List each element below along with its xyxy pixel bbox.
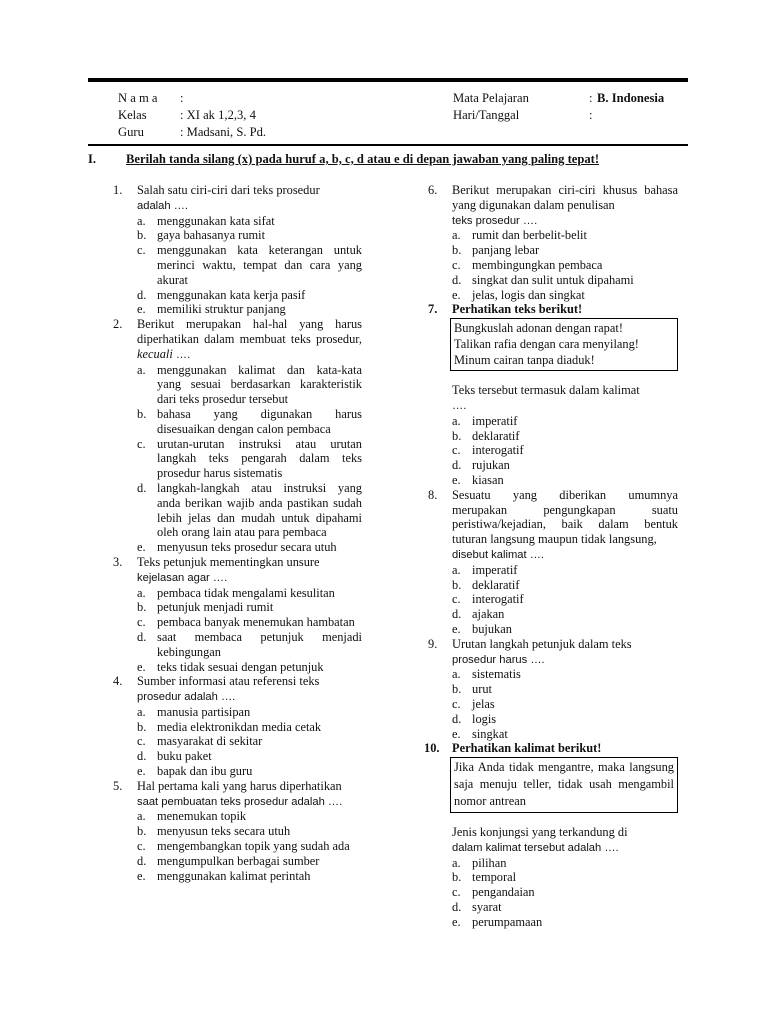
mapel-value: B. Indonesia <box>597 91 665 105</box>
question-7 <box>428 302 678 317</box>
kelas-label: Kelas <box>118 108 147 122</box>
mapel-label: Mata Pelajaran <box>453 91 529 105</box>
options-4 <box>113 705 362 779</box>
option-item[interactable]: e. teks tidak sesuai dengan petunjuk <box>137 659 324 674</box>
option-item[interactable]: d. syarat <box>452 900 502 915</box>
options-5 <box>113 809 362 883</box>
question-4 <box>113 674 362 705</box>
options-3 <box>113 586 362 675</box>
option-item[interactable]: e. memiliki struktur panjang <box>137 302 286 317</box>
question-text: Perhatikan kalimat berikut! <box>452 741 602 756</box>
question-text-end: kejelasan agar …. <box>137 571 228 584</box>
options-7 <box>428 414 678 488</box>
question-1 <box>113 183 362 214</box>
question-text: Berikut merupakan ciri-ciri khusus bahasa yang digunakan dalam penulisan <box>452 183 678 212</box>
option-item[interactable]: d. menggunakan kata kerja pasif <box>137 287 306 302</box>
header-top-rule <box>88 78 688 82</box>
example-sentence-box: Jika Anda tidak mengantre, maka langsung saja menuju teller, tidak usah mengambil nomor antrean <box>450 757 678 813</box>
option-item[interactable]: a. menggunakan kalimat dan kata-kata yang sesuai berdasarkan karakteristik dari teks prosedur tersebut <box>137 362 362 407</box>
option-item[interactable]: b. menyusun teks secara utuh <box>137 824 291 839</box>
question-number: 4. <box>113 674 123 689</box>
example-line: Bungkuslah adonan dengan rapat! <box>454 321 623 336</box>
question-number: 5. <box>113 778 123 793</box>
question-text: Sumber informasi atau referensi teks <box>137 674 320 689</box>
option-item[interactable]: c. mengembangkan topik yang sudah ada <box>137 839 350 854</box>
question-number: 6. <box>428 183 438 197</box>
question-text-italic: kecuali <box>137 346 173 361</box>
example-line: Talikan rafia dengan cara menyilang! <box>454 337 639 352</box>
option-item[interactable]: d. buku paket <box>137 749 212 764</box>
question-text-end: teks prosedur …. <box>452 214 538 227</box>
question-7-prompt: Teks tersebut termasuk dalam kalimat …. <box>452 383 640 412</box>
question-text: Perhatikan teks berikut! <box>452 302 583 317</box>
student-info <box>118 89 418 149</box>
option-item[interactable]: e. menggunakan kalimat perintah <box>137 868 311 883</box>
question-number: 8. <box>428 487 438 502</box>
nama-label: N a m a <box>118 91 158 105</box>
question-number: 7. <box>428 302 438 317</box>
option-item[interactable]: d. mengumpulkan berbagai sumber <box>137 853 320 868</box>
question-text-end: prosedur harus …. <box>452 653 545 666</box>
question-number: 9. <box>428 636 438 651</box>
option-item[interactable]: b. petunjuk menjadi rumit <box>137 600 274 615</box>
subject-info <box>453 89 693 129</box>
option-item[interactable]: d. logis <box>452 711 497 726</box>
question-text: Berikut merupakan hal-hal yang harus diperhatikan dalam membuat teks prosedur, <box>137 317 362 346</box>
option-item[interactable]: a. pembaca tidak mengalami kesulitan <box>137 585 335 600</box>
options-10 <box>428 856 678 930</box>
option-item[interactable]: c. urutan-urutan instruksi atau urutan langkah teks pengarah dalam teks prosedur harus sistematis <box>137 436 362 481</box>
option-item[interactable]: a. menemukan topik <box>137 809 247 824</box>
option-item[interactable]: e. jelas, logis dan singkat <box>452 287 585 302</box>
question-10 <box>424 741 678 756</box>
option-item[interactable]: a. rumit dan berbelit-belit <box>452 228 587 243</box>
question-text: Urutan langkah petunjuk dalam teks <box>452 636 632 651</box>
question-2 <box>113 317 362 362</box>
question-text: Teks petunjuk mementingkan unsure <box>137 554 320 569</box>
option-item[interactable]: e. kiasan <box>452 472 504 487</box>
option-item[interactable]: c. membingungkan pembaca <box>452 257 603 272</box>
option-item[interactable]: b. gaya bahasanya rumit <box>137 228 266 243</box>
options-6 <box>428 228 678 302</box>
question-text: Hal pertama kali yang harus diperhatikan <box>137 778 342 793</box>
option-item[interactable]: d. saat membaca petunjuk menjadi kebingungan <box>137 629 362 659</box>
option-item[interactable]: b. media elektronikdan media cetak <box>137 719 322 734</box>
hari-value: : <box>589 108 593 122</box>
question-number: 10. <box>424 741 440 756</box>
question-9 <box>428 637 678 668</box>
example-text-box <box>450 318 678 371</box>
example-line: Minum cairan tanpa diaduk! <box>454 353 595 368</box>
right-column <box>424 183 678 930</box>
options-1 <box>113 214 362 318</box>
option-item[interactable]: b. deklaratif <box>452 577 520 592</box>
option-item[interactable]: d. singkat dan sulit untuk dipahami <box>452 272 634 287</box>
option-item[interactable]: a. pilihan <box>452 855 507 870</box>
question-text: Salah satu ciri-ciri dari teks prosedur <box>137 183 320 197</box>
hari-label: Hari/Tanggal <box>453 108 520 122</box>
option-item[interactable]: d. langkah-langkah atau instruksi yang anda berikan wajib anda pastikan sudah lebih jelas dan mudah untuk dipahami oleh orang lain atau para pembaca <box>137 480 362 540</box>
left-column <box>113 183 362 883</box>
question-text-end: disebut kalimat …. <box>452 548 545 561</box>
question-text-end: prosedur adalah …. <box>137 691 236 704</box>
option-item[interactable]: e. bapak dan ibu guru <box>137 764 253 779</box>
section-number: I. <box>88 152 97 166</box>
question-number: 1. <box>113 183 123 197</box>
option-item[interactable]: d. ajakan <box>452 607 505 622</box>
guru-value: : Madsani, S. Pd. <box>180 125 267 139</box>
option-item[interactable]: b. temporal <box>452 870 517 885</box>
options-9 <box>428 667 678 741</box>
option-item[interactable]: c. interogatif <box>452 443 524 458</box>
nama-value: : <box>180 91 184 105</box>
option-item[interactable]: c. pengandaian <box>452 885 535 900</box>
option-item[interactable]: a. imperatif <box>452 562 518 577</box>
option-item[interactable]: a. sistematis <box>452 667 521 682</box>
question-number: 3. <box>113 554 123 569</box>
mapel-colon: : <box>589 91 593 105</box>
option-item[interactable]: e. bujukan <box>452 621 512 636</box>
question-10-prompt: Jenis konjungsi yang terkandung di dalam kalimat tersebut adalah …. <box>452 825 628 854</box>
question-5 <box>113 779 362 810</box>
option-item[interactable]: a. manusia partisipan <box>137 704 251 719</box>
question-text-end: saat pembuatan teks prosedur adalah …. <box>137 795 343 808</box>
question-number: 2. <box>113 317 123 332</box>
question-6 <box>428 183 678 228</box>
instruction-text: Berilah tanda silang (x) pada huruf a, b, c, d atau e di depan jawaban yang paling tepat! <box>126 152 600 166</box>
option-item[interactable]: a. menggunakan kata sifat <box>137 213 275 228</box>
question-text-end: adalah …. <box>137 199 188 212</box>
option-item[interactable]: b. urut <box>452 682 492 697</box>
question-text: Sesuatu yang diberikan umumnya merupakan pengungkapan suatu peristiwa/kejadian, baik dalam bentuk tuturan langsung maupun tidak langsung, <box>452 487 678 547</box>
option-item[interactable]: a. imperatif <box>452 413 518 428</box>
guru-label: Guru <box>118 125 144 139</box>
option-item[interactable]: e. menyusun teks prosedur secara utuh <box>137 540 337 555</box>
question-text-end: …. <box>175 348 191 361</box>
option-item[interactable]: b. panjang lebar <box>452 243 540 258</box>
kelas-value: : XI ak 1,2,3, 4 <box>180 108 256 122</box>
option-item[interactable]: c. menggunakan kata keterangan untuk merinci waktu, tempat dan cara yang akurat <box>137 243 362 287</box>
option-item[interactable]: c. jelas <box>452 696 495 711</box>
option-item[interactable]: c. pembaca banyak menemukan hambatan <box>137 615 355 630</box>
option-item[interactable]: e. perumpamaan <box>452 914 543 929</box>
option-item[interactable]: c. interogatif <box>452 592 524 607</box>
option-item[interactable]: b. bahasa yang digunakan harus disesuaikan dengan calon pembaca <box>137 406 362 436</box>
options-2 <box>113 363 362 555</box>
question-3 <box>113 555 362 586</box>
option-item[interactable]: b. deklaratif <box>452 428 520 443</box>
option-item[interactable]: c. masyarakat di sekitar <box>137 734 263 749</box>
option-item[interactable]: d. rujukan <box>452 458 510 473</box>
options-8 <box>428 563 678 637</box>
option-item[interactable]: e. singkat <box>452 726 508 741</box>
header-bottom-rule <box>88 144 688 146</box>
question-8 <box>428 488 678 563</box>
